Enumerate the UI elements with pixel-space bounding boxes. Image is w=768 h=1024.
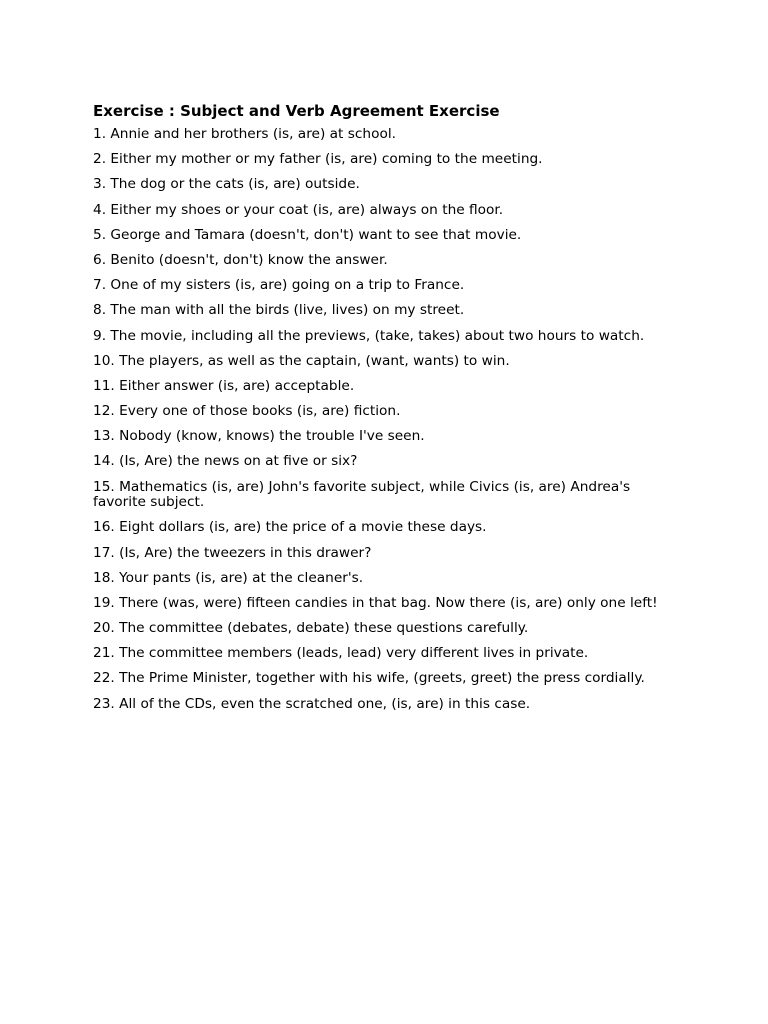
exercise-item: 2. Either my mother or my father (is, are) coming to the meeting. <box>93 151 543 168</box>
exercise-item: 13. Nobody (know, knows) the trouble I've seen. <box>93 428 425 445</box>
exercise-item: 12. Every one of those books (is, are) fiction. <box>93 403 401 420</box>
exercise-item: 19. There (was, were) fifteen candies in that bag. Now there (is, are) only one left! <box>93 594 658 611</box>
exercise-item: 5. George and Tamara (doesn't, don't) want to see that movie. <box>93 226 522 243</box>
exercise-item: 22. The Prime Minister, together with his wife, (greets, greet) the press cordially. <box>93 670 645 687</box>
exercise-item: 4. Either my shoes or your coat (is, are) always on the floor. <box>93 201 504 218</box>
exercise-list <box>93 127 678 712</box>
exercise-item: 7. One of my sisters (is, are) going on a trip to France. <box>93 277 465 294</box>
page-title: Exercise : Subject and Verb Agreement Exercise <box>93 102 500 120</box>
exercise-item: 6. Benito (doesn't, don't) know the answer. <box>93 251 388 268</box>
exercise-item: 8. The man with all the birds (live, lives) on my street. <box>93 302 465 319</box>
exercise-item: 21. The committee members (leads, lead) very different lives in private. <box>93 645 589 662</box>
exercise-item: 1. Annie and her brothers (is, are) at school. <box>93 126 396 142</box>
document-page <box>93 101 678 722</box>
exercise-item: 18. Your pants (is, are) at the cleaner's. <box>93 569 364 586</box>
exercise-item: 16. Eight dollars (is, are) the price of a movie these days. <box>93 519 487 536</box>
exercise-item: 17. (Is, Are) the tweezers in this drawer? <box>93 544 372 561</box>
exercise-item: 11. Either answer (is, are) acceptable. <box>93 377 355 394</box>
exercise-item: 23. All of the CDs, even the scratched one, (is, are) in this case. <box>93 695 531 712</box>
exercise-item: 10. The players, as well as the captain, (want, wants) to win. <box>93 352 510 369</box>
exercise-item: 14. (Is, Are) the news on at five or six? <box>93 453 358 470</box>
exercise-item: 15. Mathematics (is, are) John's favorite subject, while Civics (is, are) Andrea's favorite subject. <box>93 478 631 511</box>
exercise-item: 9. The movie, including all the previews, (take, takes) about two hours to watch. <box>93 327 645 344</box>
exercise-item: 20. The committee (debates, debate) these questions carefully. <box>93 620 529 637</box>
exercise-item: 3. The dog or the cats (is, are) outside. <box>93 176 360 193</box>
